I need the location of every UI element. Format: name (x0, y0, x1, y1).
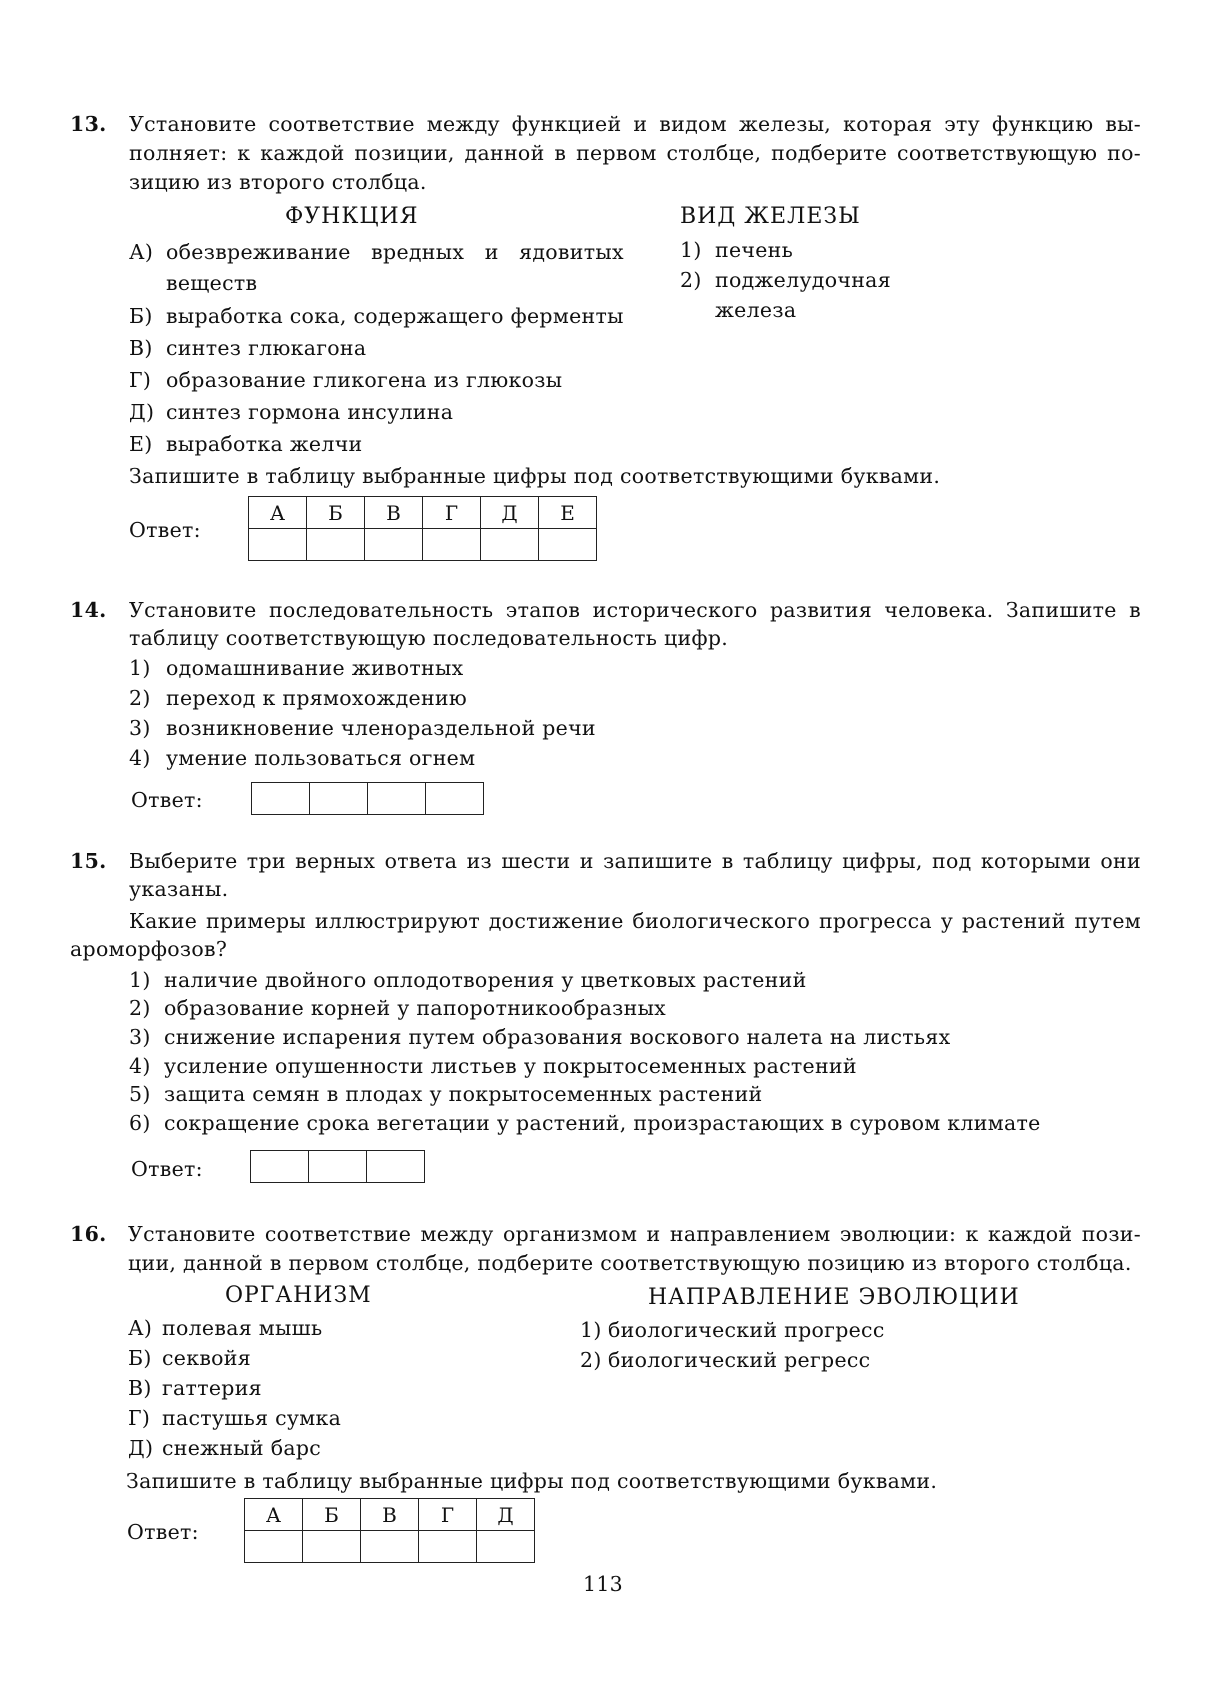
q16-org-text-v: гаттерия (162, 1376, 262, 1400)
q15-number: 15. (70, 849, 107, 873)
q13-answer-cell[interactable] (365, 529, 423, 561)
q16-answer-cell[interactable] (303, 1531, 361, 1563)
q15-text-line-1: Выберите три верных ответа из шести и запишите в таблицу цифры, под которыми они (129, 849, 1141, 873)
q13-answer-table (248, 496, 597, 561)
q13-gland-text-2: поджелудочная (715, 268, 891, 292)
q15-item-label-1: 1) (129, 968, 151, 992)
q16-org-label-a: А) (128, 1316, 153, 1340)
q15-answer-label: Ответ: (131, 1157, 203, 1181)
q14-answer-cell[interactable] (426, 783, 483, 814)
q16-org-label-v: В) (128, 1376, 152, 1400)
q15-item-label-3: 3) (129, 1025, 151, 1049)
q15-item-text-6: сокращение срока вегетации у растений, произрастающих в суровом климате (164, 1111, 1041, 1135)
q14-answer-cells (251, 782, 484, 815)
q13-func-text-e: выработка желчи (166, 432, 363, 456)
q14-text-line-2: таблицу соответствующую последовательность цифр. (129, 626, 729, 650)
q13-func-label-v: В) (129, 336, 153, 360)
q15-item-label-6: 6) (129, 1111, 151, 1135)
q15-answer-cell[interactable] (309, 1151, 367, 1182)
q15-answer-cells (250, 1150, 425, 1183)
q16-answer-label: Ответ: (127, 1520, 199, 1544)
q16-answer-table (244, 1498, 535, 1563)
q16-answer-header: Г (419, 1499, 477, 1531)
q13-answer-cell[interactable] (249, 529, 307, 561)
q13-text-line-2: полняет: к каждой позиции, данной в первом столбце, подберите соответствующую по- (129, 141, 1141, 165)
q13-answer-header: Е (539, 497, 597, 529)
q14-answer-cell[interactable] (252, 783, 310, 814)
q16-answer-cell[interactable] (245, 1531, 303, 1563)
q16-instruction: Запишите в таблицу выбранные цифры под соответствующими буквами. (126, 1469, 938, 1493)
q16-org-text-d: снежный барс (162, 1436, 322, 1460)
q13-gland-text-1: печень (715, 238, 794, 262)
q13-gland-text-2-cont: железа (715, 298, 797, 322)
q13-col1-header: ФУНКЦИЯ (285, 204, 419, 229)
q16-answer-header: Д (477, 1499, 535, 1531)
q16-text-line-2: ции, данной в первом столбце, подберите соответствующую позицию из второго столбца. (128, 1251, 1132, 1275)
q13-gland-label-2: 2) (680, 268, 702, 292)
q13-gland-label-1: 1) (680, 238, 702, 262)
q16-org-label-b: Б) (128, 1346, 152, 1370)
q16-answer-header: В (361, 1499, 419, 1531)
q13-func-text-a-cont: веществ (166, 271, 258, 295)
q13-func-text-g: образование гликогена из глюкозы (166, 368, 563, 392)
q14-answer-cell[interactable] (310, 783, 368, 814)
q15-text-line-2: указаны. (129, 877, 229, 901)
q15-question-line-1: Какие примеры иллюстрируют достижение биологического прогресса у растений путем (129, 909, 1141, 933)
q13-func-label-g: Г) (129, 368, 152, 392)
q14-item-label-1: 1) (129, 656, 151, 680)
q14-answer-label: Ответ: (131, 788, 203, 812)
q13-func-text-v: синтез глюкагона (166, 336, 367, 360)
q13-answer-cell[interactable] (481, 529, 539, 561)
q13-answer-cell[interactable] (307, 529, 365, 561)
q16-answer-cell[interactable] (477, 1531, 535, 1563)
q15-item-text-4: усиление опушенности листьев у покрытосеменных растений (164, 1054, 857, 1078)
q16-text-line-1: Установите соответствие между организмом и направлением эволюции: к каждой пози- (128, 1222, 1141, 1246)
q14-item-text-4: умение пользоваться огнем (166, 746, 476, 770)
q13-answer-header: Б (307, 497, 365, 529)
q13-col2-header: ВИД ЖЕЛЕЗЫ (680, 204, 861, 229)
q13-func-label-d: Д) (129, 400, 155, 424)
q13-answer-header: А (249, 497, 307, 529)
q14-item-label-3: 3) (129, 716, 151, 740)
q14-item-label-2: 2) (129, 686, 151, 710)
q13-text-line-1: Установите соответствие между функцией и видом железы, которая эту функцию вы- (129, 112, 1141, 136)
q15-item-text-1: наличие двойного оплодотворения у цветковых растений (164, 968, 807, 992)
q15-item-text-2: образование корней у папоротникообразных (164, 996, 667, 1020)
q15-item-label-5: 5) (129, 1082, 151, 1106)
q13-answer-cell[interactable] (539, 529, 597, 561)
q13-func-label-e: Е) (129, 432, 153, 456)
q15-question-line-2: ароморфозов? (70, 937, 228, 961)
q13-answer-header: Д (481, 497, 539, 529)
q15-item-text-3: снижение испарения путем образования воскового налета на листьях (164, 1025, 951, 1049)
q15-answer-cell[interactable] (367, 1151, 424, 1182)
q16-answer-cell[interactable] (361, 1531, 419, 1563)
q16-org-label-g: Г) (128, 1406, 151, 1430)
q16-org-text-a: полевая мышь (162, 1316, 323, 1340)
q16-org-label-d: Д) (128, 1436, 154, 1460)
q16-answer-header: Б (303, 1499, 361, 1531)
q16-answer-header: А (245, 1499, 303, 1531)
q13-func-text-b: выработка сока, содержащего ферменты (166, 304, 624, 328)
page-number: 113 (583, 1572, 624, 1596)
q16-number: 16. (70, 1222, 107, 1246)
q16-dir-text-2: биологический регресс (608, 1348, 871, 1372)
q16-dir-label-1: 1) (580, 1318, 602, 1342)
q13-func-text-d: синтез гормона инсулина (166, 400, 454, 424)
q13-number: 13. (70, 112, 107, 136)
q13-func-label-a: А) (129, 240, 154, 264)
q16-col1-header: ОРГАНИЗМ (225, 1283, 372, 1308)
q14-number: 14. (70, 598, 107, 622)
q13-func-text-a: обезвреживание вредных и ядовитых (166, 240, 624, 264)
q13-answer-cell[interactable] (423, 529, 481, 561)
q14-item-text-2: переход к прямохождению (166, 686, 468, 710)
q14-answer-cell[interactable] (368, 783, 426, 814)
q15-item-label-4: 4) (129, 1054, 151, 1078)
q16-dir-text-1: биологический прогресс (608, 1318, 885, 1342)
q13-answer-header: Г (423, 497, 481, 529)
q16-dir-label-2: 2) (580, 1348, 602, 1372)
q15-item-label-2: 2) (129, 996, 151, 1020)
q16-col2-header: НАПРАВЛЕНИЕ ЭВОЛЮЦИИ (648, 1285, 1020, 1310)
q14-item-text-3: возникновение членораздельной речи (166, 716, 596, 740)
q16-answer-cell[interactable] (419, 1531, 477, 1563)
q16-org-text-b: секвойя (162, 1346, 252, 1370)
q16-org-text-g: пастушья сумка (162, 1406, 342, 1430)
q13-answer-header: В (365, 497, 423, 529)
q14-text-line-1: Установите последовательность этапов исторического развития человека. Запишите в (129, 598, 1141, 622)
q13-func-label-b: Б) (129, 304, 153, 328)
q15-item-text-5: защита семян в плодах у покрытосеменных растений (164, 1082, 763, 1106)
q13-instruction: Запишите в таблицу выбранные цифры под соответствующими буквами. (129, 464, 941, 488)
q14-item-text-1: одомашнивание животных (166, 656, 464, 680)
q15-answer-cell[interactable] (251, 1151, 309, 1182)
q14-item-label-4: 4) (129, 746, 151, 770)
q13-answer-label: Ответ: (129, 518, 201, 542)
q13-text-line-3: зицию из второго столбца. (129, 170, 427, 194)
